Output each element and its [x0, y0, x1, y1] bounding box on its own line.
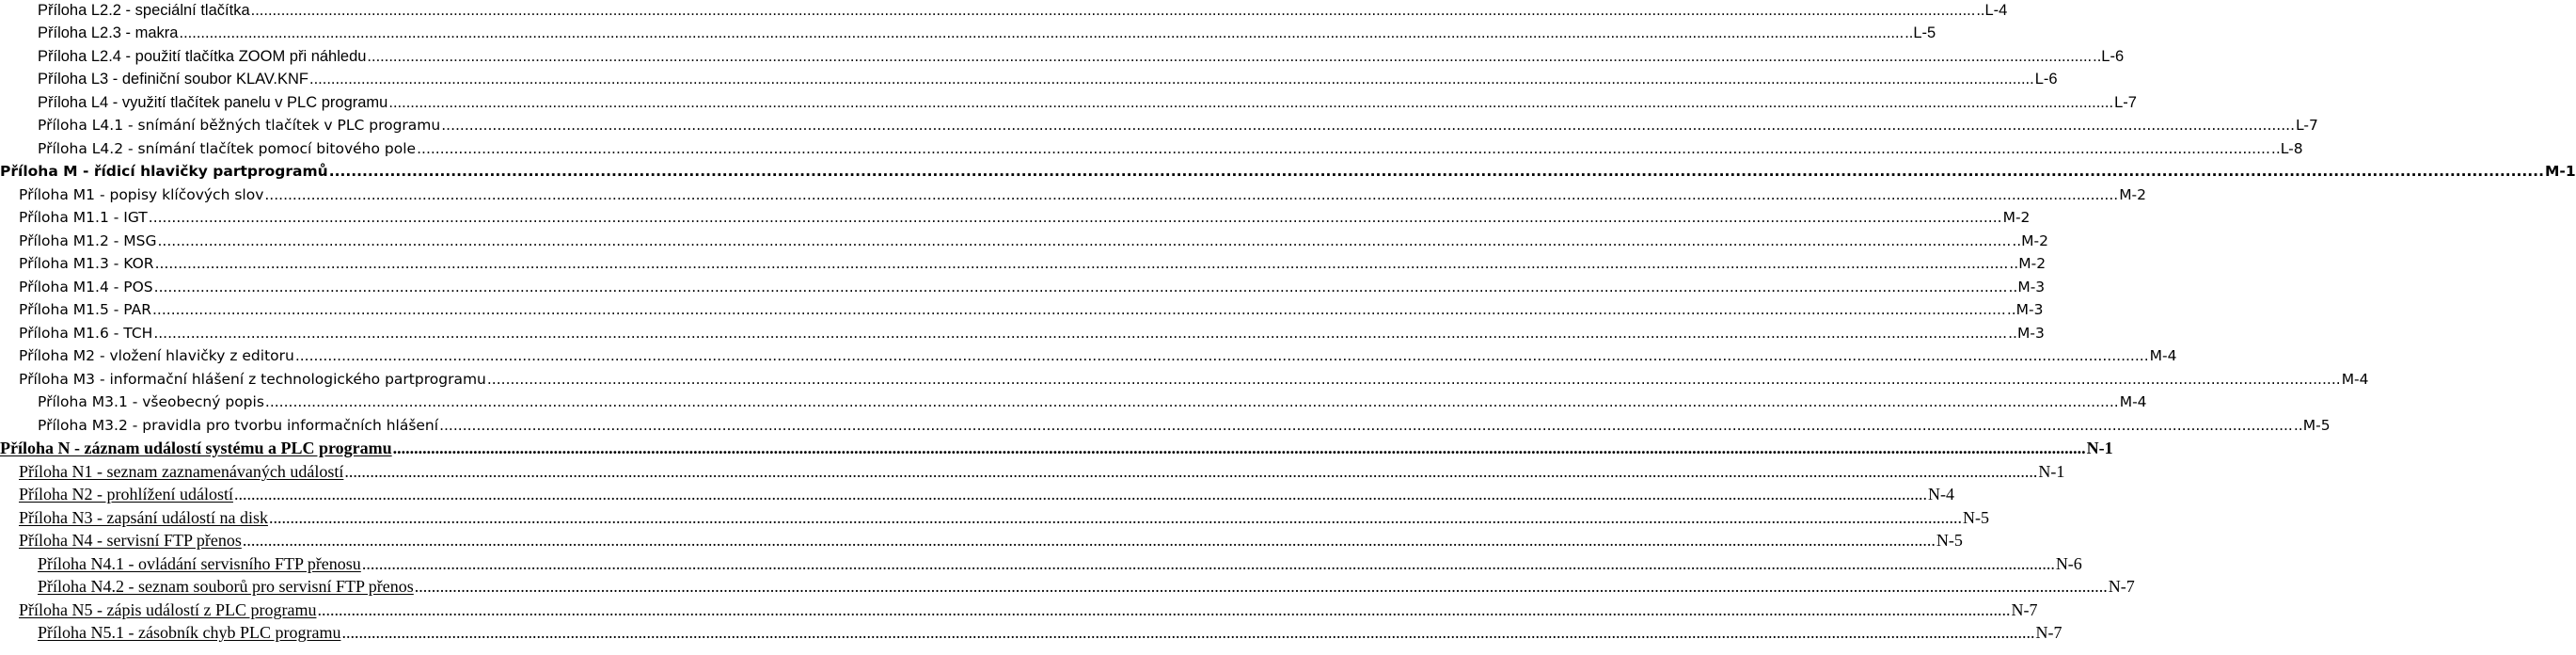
toc-entry-page: ..L-8 — [2270, 140, 2303, 157]
toc-dot-leader: ................................................................................................................................................................................................................................................................................................................................................................................................................ — [309, 71, 2034, 88]
toc-entry-title: Příloha N4.1 - ovládání servisního FTP přenosu — [38, 554, 361, 573]
toc-entry-title: Příloha L2.2 - speciální tlačítka — [38, 2, 250, 19]
toc-dot-leader: ................................................................................................................................................................................................................................................................................................................................................................................................................ — [441, 117, 2296, 134]
toc-dot-leader: ................................................................................................................................................................................................................................................................................................................................................................................................................ — [154, 255, 2009, 272]
toc-entry-page: ..M-3 — [2006, 301, 2044, 318]
toc-entry-page: N-5 — [1962, 508, 1989, 527]
toc-entry-title: Příloha M - řídicí hlavičky partprogramů — [0, 163, 328, 180]
toc-entry[interactable] — [0, 0, 2008, 24]
toc-entry[interactable] — [0, 461, 2065, 485]
toc-entry-title: Příloha M3.1 - všeobecný popis — [38, 393, 264, 410]
toc-dot-leader: ................................................................................................................................................................................................................................................................................................................................................................................................................ — [250, 2, 1976, 19]
toc-entry-title: Příloha L4.1 - snímání běžných tlačítek v PLC programu — [38, 117, 441, 134]
toc-entry-page: ..M-5 — [2293, 417, 2331, 434]
toc-dot-leader: ................................................................................................................................................................................................................................................................................................................................................................................................................ — [294, 347, 2149, 364]
toc-entry-page: N-4 — [1927, 485, 1954, 503]
toc-entry-title: Příloha N2 - prohlížení událostí — [19, 485, 233, 503]
toc-dot-leader: ................................................................................................................................................................................................................................................................................................................................................................................................................ — [268, 508, 1962, 527]
toc-entry-title: Příloha M1.4 - POS — [19, 279, 153, 296]
toc-dot-leader: ................................................................................................................................................................................................................................................................................................................................................................................................................ — [264, 186, 2119, 203]
toc-entry[interactable] — [0, 69, 2058, 92]
toc-entry-title: Příloha M1.5 - PAR — [19, 301, 151, 318]
toc-entry-page: N-5 — [1936, 531, 1963, 550]
toc-entry-page: N-1 — [2038, 462, 2065, 481]
toc-dot-leader: ................................................................................................................................................................................................................................................................................................................................................................................................................ — [341, 623, 2035, 642]
toc-entry-title: Příloha L2.3 - makra — [38, 24, 179, 41]
toc-entry[interactable] — [0, 415, 2331, 439]
toc-entry-title: Příloha N4 - servisní FTP přenos — [19, 531, 242, 550]
toc-entry-page: ..L-6 — [2093, 48, 2125, 65]
toc-dot-leader: ................................................................................................................................................................................................................................................................................................................................................................................................................ — [414, 577, 2108, 596]
toc-entry[interactable] — [0, 484, 1954, 507]
toc-entry[interactable] — [0, 369, 2369, 392]
toc-entry-title: Příloha N5.1 - zásobník chyb PLC programu — [38, 623, 341, 642]
toc-entry-page: L-6 — [2034, 71, 2058, 88]
toc-entry[interactable] — [0, 323, 2045, 346]
toc-entry-page: N-7 — [2011, 600, 2038, 619]
toc-entry-page: M-4 — [2119, 393, 2147, 410]
toc-entry-page: M-4 — [2149, 347, 2177, 364]
toc-entry-title: Příloha M1.2 - MSG — [19, 232, 157, 249]
toc-entry-page: ..L-4 — [1976, 2, 2008, 19]
toc-entry-title: Příloha M1.1 - IGT — [19, 209, 148, 226]
toc-entry-title: Příloha M1.3 - KOR — [19, 255, 154, 272]
toc-entry-page: M-2 — [2119, 186, 2147, 203]
toc-entry[interactable] — [0, 161, 2576, 184]
toc-dot-leader: ................................................................................................................................................................................................................................................................................................................................................................................................................ — [153, 279, 2008, 296]
toc-dot-leader: ................................................................................................................................................................................................................................................................................................................................................................................................................ — [388, 94, 2114, 111]
toc-dot-leader: ................................................................................................................................................................................................................................................................................................................................................................................................................ — [486, 371, 2341, 388]
toc-entry[interactable] — [0, 231, 2048, 254]
toc-entry[interactable] — [0, 576, 2135, 599]
toc-entry[interactable] — [0, 253, 2047, 277]
toc-dot-leader: ................................................................................................................................................................................................................................................................................................................................................................................................................ — [328, 163, 2544, 180]
toc-entry-title: Příloha L2.4 - použití tlačítka ZOOM při náhledu — [38, 48, 367, 65]
toc-entry-page: N-1 — [2086, 439, 2113, 457]
toc-entry-title: Příloha N - záznam událostí systému a PLC programu — [0, 439, 392, 457]
toc-entry[interactable] — [0, 345, 2177, 369]
toc-dot-leader: ................................................................................................................................................................................................................................................................................................................................................................................................................ — [367, 48, 2093, 65]
toc-dot-leader: ................................................................................................................................................................................................................................................................................................................................................................................................................ — [361, 554, 2055, 573]
toc-entry-page: M-4 — [2341, 371, 2369, 388]
toc-entry[interactable] — [0, 599, 2038, 623]
toc-entry[interactable] — [0, 438, 2113, 461]
toc-entry[interactable] — [0, 622, 2062, 646]
toc-entry-title: Příloha N1 - seznam zaznamenávaných událostí — [19, 462, 344, 481]
toc-entry-page: ..L-5 — [1904, 24, 1936, 41]
toc-entry[interactable] — [0, 138, 2303, 162]
toc-dot-leader: ................................................................................................................................................................................................................................................................................................................................................................................................................ — [148, 209, 2002, 226]
toc-entry-page: L-7 — [2114, 94, 2137, 111]
toc-entry-page: ..M-3 — [2008, 279, 2046, 296]
toc-dot-leader: ................................................................................................................................................................................................................................................................................................................................................................................................................ — [179, 24, 1904, 41]
toc-entry[interactable] — [0, 277, 2046, 300]
toc-entry-title: Příloha M1.6 - TCH — [19, 325, 153, 342]
toc-dot-leader: ................................................................................................................................................................................................................................................................................................................................................................................................................ — [439, 417, 2293, 434]
toc-entry-page: L-7 — [2296, 117, 2318, 134]
toc-entry-page: ..M-2 — [2012, 232, 2048, 249]
toc-entry[interactable] — [0, 184, 2147, 208]
toc-dot-leader: ................................................................................................................................................................................................................................................................................................................................................................................................................ — [242, 531, 1936, 550]
toc-dot-leader: ................................................................................................................................................................................................................................................................................................................................................................................................................ — [157, 232, 2012, 249]
toc-entry[interactable] — [0, 553, 2082, 577]
toc-dot-leader: ................................................................................................................................................................................................................................................................................................................................................................................................................ — [152, 301, 2006, 318]
toc-entry-page: M-1 — [2544, 163, 2576, 180]
toc-entry-title: Příloha M2 - vložení hlavičky z editoru — [19, 347, 294, 364]
toc-dot-leader: ................................................................................................................................................................................................................................................................................................................................................................................................................ — [417, 140, 2270, 157]
toc-entry-title: Příloha N4.2 - seznam souborů pro servisní FTP přenos — [38, 577, 414, 596]
toc-entry[interactable] — [0, 207, 2031, 231]
toc-entry[interactable] — [0, 46, 2125, 70]
toc-entry-page: ..M-3 — [2008, 325, 2045, 342]
toc-entry-page: ..M-2 — [2009, 255, 2047, 272]
toc-entry-page: N-7 — [2035, 623, 2062, 642]
toc-entry[interactable] — [0, 115, 2318, 138]
toc-entry-title: Příloha N3 - zapsání událostí na disk — [19, 508, 268, 527]
toc-entry[interactable] — [0, 391, 2147, 415]
toc-entry[interactable] — [0, 507, 1989, 531]
toc-entry-page: M-2 — [2002, 209, 2031, 226]
toc-dot-leader: ................................................................................................................................................................................................................................................................................................................................................................................................................ — [317, 600, 2011, 619]
toc-entry-title: Příloha M1 - popisy klíčových slov — [19, 186, 264, 203]
toc-entry-page: N-7 — [2108, 577, 2135, 596]
toc-entry-title: Příloha M3.2 - pravidla pro tvorbu informačních hlášení — [38, 417, 439, 434]
toc-entry-page: N-6 — [2055, 554, 2082, 573]
toc-dot-leader: ................................................................................................................................................................................................................................................................................................................................................................................................................ — [392, 439, 2086, 457]
toc-entry-title: Příloha L4.2 - snímání tlačítek pomocí bitového pole — [38, 140, 417, 157]
toc-dot-leader: ................................................................................................................................................................................................................................................................................................................................................................................................................ — [264, 393, 2119, 410]
toc-entry-title: Příloha N5 - zápis událostí z PLC programu — [19, 600, 317, 619]
toc-entry[interactable] — [0, 530, 1963, 553]
toc-dot-leader: ................................................................................................................................................................................................................................................................................................................................................................................................................ — [344, 462, 2038, 481]
toc-entry-title: Příloha M3 - informační hlášení z technologického partprogramu — [19, 371, 486, 388]
toc-dot-leader: ................................................................................................................................................................................................................................................................................................................................................................................................................ — [233, 485, 1927, 503]
toc-entry[interactable] — [0, 23, 1936, 46]
toc-entry-title: Příloha L3 - definiční soubor KLAV.KNF — [38, 71, 308, 88]
toc-entry[interactable] — [0, 92, 2137, 116]
toc-dot-leader: ................................................................................................................................................................................................................................................................................................................................................................................................................ — [153, 325, 2008, 342]
toc-entry-title: Příloha L4 - využití tlačítek panelu v PLC programu — [38, 94, 388, 111]
toc-entry[interactable] — [0, 299, 2044, 323]
